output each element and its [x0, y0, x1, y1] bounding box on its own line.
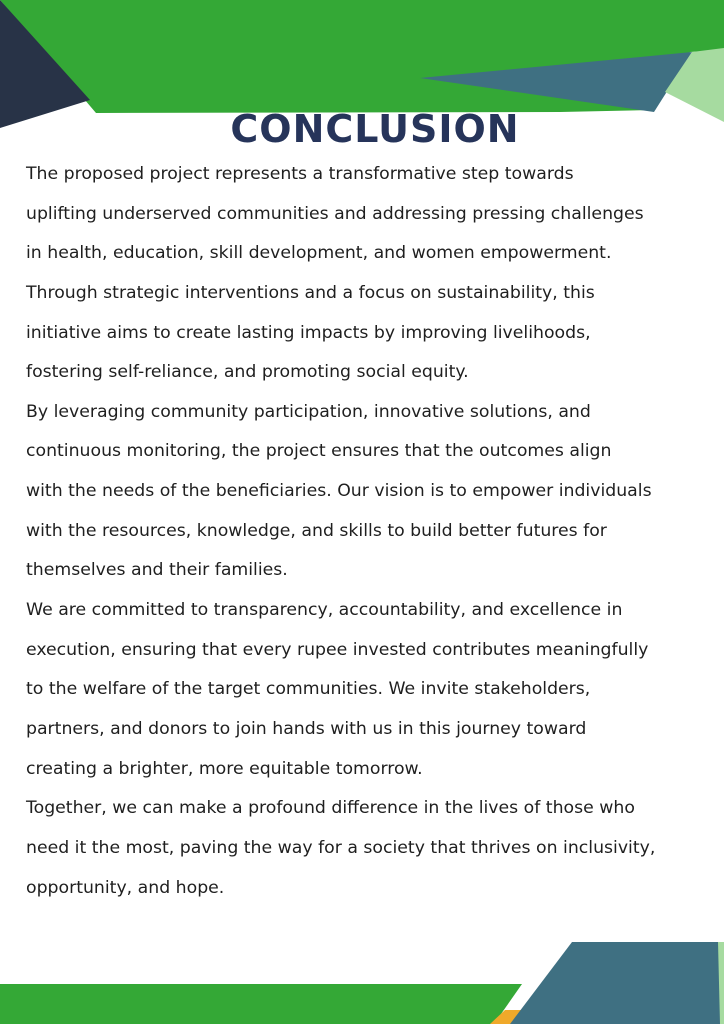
text-line: need it the most, paving the way for a society that thrives on inclusivity, — [26, 837, 656, 858]
text-line: Together, we can make a profound difference in the lives of those who — [26, 798, 635, 819]
bottom-green-band — [0, 984, 522, 1024]
text-line: The proposed project represents a transformative step towards — [26, 164, 574, 184]
text-line: creating a brighter, more equitable tomorrow. — [26, 758, 423, 779]
bottom-right-teal-block — [510, 942, 724, 1024]
text-line: uplifting underserved communities and addressing pressing challenges — [26, 203, 644, 224]
page-title: CONCLUSION — [230, 107, 520, 151]
text-line: execution, ensuring that every rupee invested contributes meaningfully — [26, 639, 649, 660]
text-line: to the welfare of the target communities. We invite stakeholders, — [26, 679, 591, 700]
text-line: fostering self-reliance, and promoting social equity. — [26, 362, 469, 383]
text-line: themselves and their families. — [26, 560, 288, 581]
text-line: opportunity, and hope. — [26, 877, 225, 898]
text-line: Through strategic interventions and a focus on sustainability, this — [26, 282, 595, 303]
conclusion-body — [26, 155, 716, 908]
text-line: partners, and donors to join hands with us in this journey toward — [26, 718, 587, 739]
text-line: We are committed to transparency, accountability, and excellence in — [26, 600, 623, 621]
text-line: with the needs of the beneficiaries. Our vision is to empower individuals — [26, 481, 652, 502]
text-line: initiative aims to create lasting impacts by improving livelihoods, — [26, 322, 591, 343]
text-line: continuous monitoring, the project ensures that the outcomes align — [26, 441, 612, 462]
text-line: By leveraging community participation, innovative solutions, and — [26, 401, 591, 422]
text-line: in health, education, skill development, and women empowerment. — [26, 243, 612, 264]
text-line: with the resources, knowledge, and skills to build better futures for — [26, 520, 607, 541]
